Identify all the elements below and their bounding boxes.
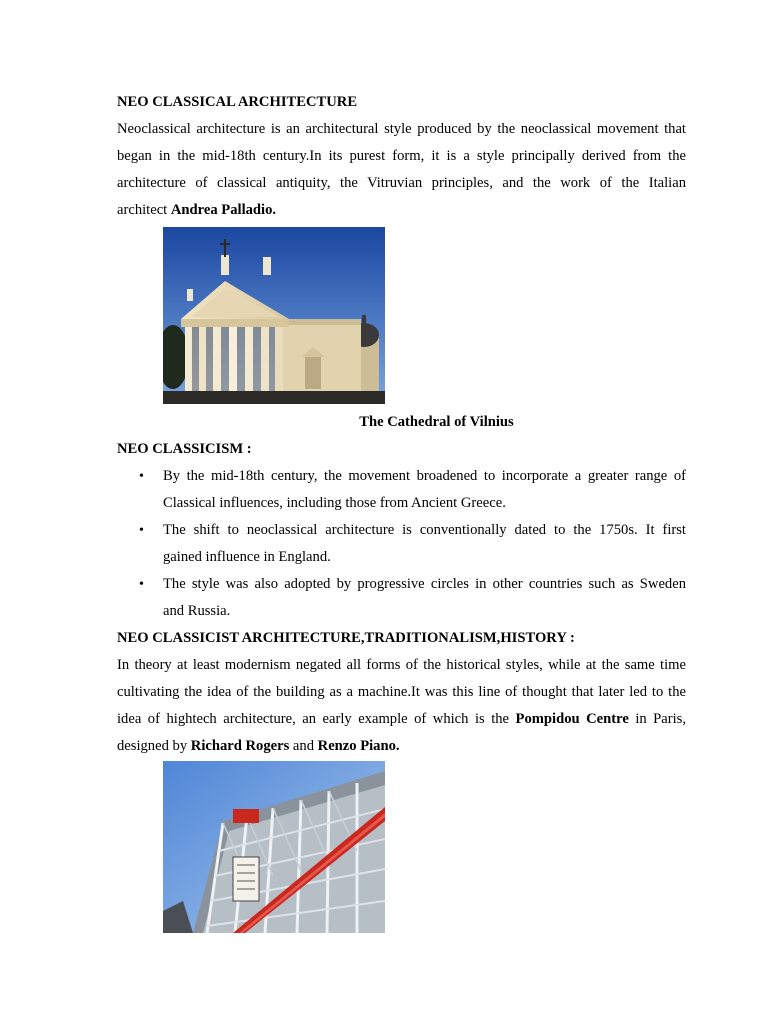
para2-line-3-text: idea of hightech architecture, an early example of which is the [117,711,516,727]
richard-rogers-bold: Richard Rogers [190,738,290,754]
bullet-3-line-1: The style was also adopted by progressive circles in other countries such as Sweden [163,576,686,592]
intro-line-1: Neoclassical architecture is an architectural style produced by the neoclassical movement that [117,121,686,137]
figure-caption-cathedral: The Cathedral of Vilnius [359,414,514,430]
intro-line-4 [117,197,686,224]
list-item [117,517,686,571]
para2-line-4-and: and [289,738,318,754]
intro-line-2: began in the mid-18th century.In its purest form, it is a style principally derived from the [117,148,686,164]
section-heading-neo-classicism: NEO CLASSICISM : [117,441,252,457]
bullet-icon: • [139,469,144,484]
andrea-palladio-bold: Andrea Palladio. [170,202,277,218]
pompidou-centre-image [163,761,385,933]
renzo-piano-bold: Renzo Piano. [317,738,400,754]
intro-line-4-text: architect [117,202,171,218]
section-heading-neo-classical-architecture: NEO CLASSICAL ARCHITECTURE [117,94,358,110]
section-heading-neo-classicist-architecture: NEO CLASSICIST ARCHITECTURE,TRADITIONALISM,HISTORY : [117,630,575,646]
list-item [117,571,686,625]
bullet-2-line-1: The shift to neoclassical architecture is conventionally dated to the 1750s. It first [163,522,686,538]
para2-line-3 [117,706,686,733]
pompidou-centre-bold: Pompidou Centre [515,711,629,727]
document-body [117,89,686,933]
bullet-1-line-2: Classical influences, including those from Ancient Greece. [163,495,506,511]
para2-line-1: In theory at least modernism negated all forms of the historical styles, while at the same time [117,657,686,673]
para2-line-2: cultivating the idea of the building as a machine.It was this line of thought that later led to the [117,684,686,700]
neo-classicism-bullet-list [117,463,686,625]
intro-line-3: architecture of classical antiquity, the Vitruvian principles, and the work of the Italian [117,175,686,191]
bullet-icon: • [139,577,144,592]
bullet-icon: • [139,523,144,538]
bullet-3-line-2: and Russia. [163,603,231,619]
para2-line-4 [117,733,686,760]
list-item [117,463,686,517]
para2-line-3-suffix: in Paris, [628,711,687,727]
bullet-2-line-2: gained influence in England. [163,549,331,565]
bullet-1-line-1: By the mid-18th century, the movement broadened to incorporate a greater range of [163,468,686,484]
cathedral-of-vilnius-image [163,227,385,404]
para2-line-4-text: designed by [117,738,191,754]
